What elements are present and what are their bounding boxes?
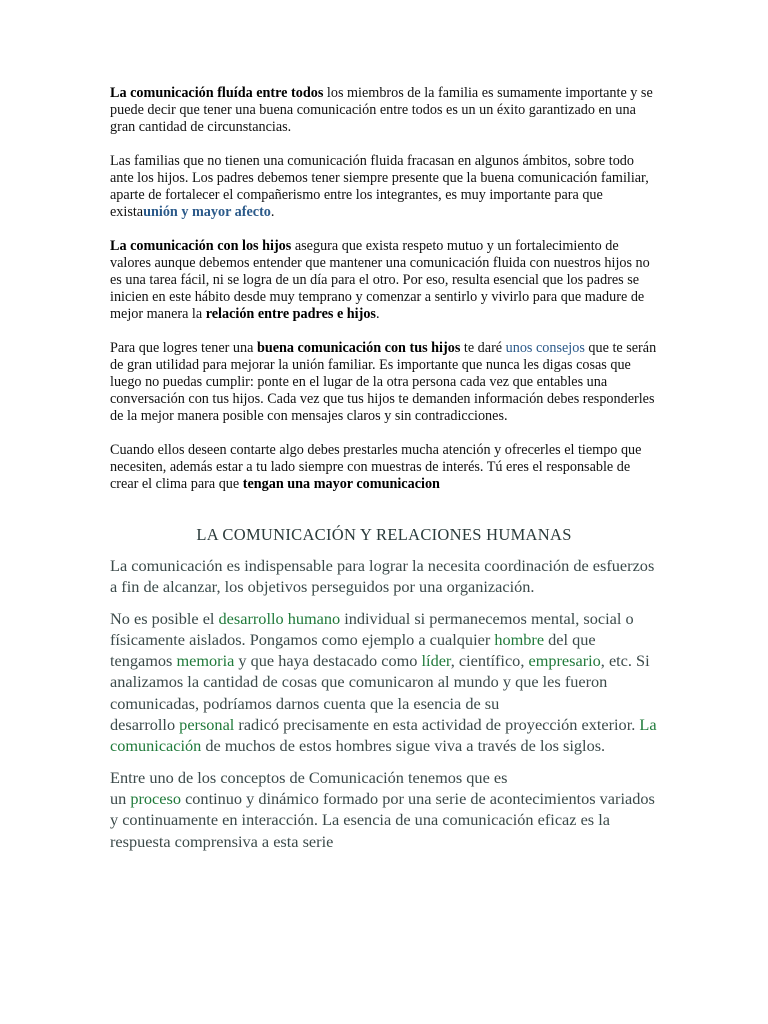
section-heading: LA COMUNICACIÓN Y RELACIONES HUMANAS: [196, 525, 572, 544]
link-la-comunicacion[interactable]: La comunicación: [110, 715, 657, 756]
paragraph-2: Las familias que no tienen una comunicación fluida fracasan en algunos ámbitos, sobre todo ante los hijos. Los padres debemos tener siempre presente que la buena comunicación familiar, aparte de fortalecer el compañerismo entre los integrantes, es muy importante para que existaunión y mayor afecto.: [110, 153, 649, 220]
link-union-afecto[interactable]: unión y mayor afecto: [143, 204, 271, 220]
paragraph-8: Entre uno de los conceptos de Comunicación tenemos que es un proceso continuo y dinámico formado por una serie de acontecimientos variados y continuamente en interacción. La esencia de una comunicación eficaz es la respuesta comprensiva a esta serie: [110, 767, 655, 851]
family-communication-section: [110, 85, 658, 510]
link-unos-consejos[interactable]: unos consejos: [505, 340, 585, 356]
link-proceso[interactable]: proceso: [130, 788, 181, 808]
bold-phrase: tengan una mayor comunicacion: [242, 476, 440, 492]
paragraph-6: La comunicación es indispensable para lograr la necesita coordinación de esfuerzos a fin de alcanzar, los objetivos perseguidos por una organización.: [110, 556, 655, 597]
bold-phrase: buena comunicación con tus hijos: [256, 340, 461, 356]
link-lider[interactable]: líder: [421, 651, 451, 671]
link-hombre[interactable]: hombre: [494, 629, 545, 649]
paragraph-7: No es posible el desarrollo humano individual si permanecemos mental, social o físicamente aislados. Pongamos como ejemplo a cualquier hombre del que tengamos memoria y que haya destacado como líder, científico, empresario, etc. Si analizamos la cantidad de cosas que comunicaron al mundo y que les fueron comunicadas, podríamos darnos cuenta que la esencia de su desarrollo personal radicó precisamente en esta actividad de proyección exterior. La comunicación de muchos de estos hombres sigue viva a través de los siglos.: [110, 608, 657, 756]
paragraph-5: Cuando ellos deseen contarte algo debes prestarles mucha atención y ofrecerles el tiempo que necesiten, además estar a tu lado siempre con muestras de interés. Tú eres el responsable de crear el clima para que tengan una mayor comunicacion: [110, 442, 642, 492]
bold-phrase: La comunicación con los hijos: [110, 238, 292, 254]
link-empresario[interactable]: empresario: [528, 651, 601, 671]
bold-phrase: relación entre padres e hijos: [205, 306, 376, 322]
paragraph-1: La comunicación fluída entre todos los miembros de la familia es sumamente importante y se puede decir que tener una buena comunicación entre todos es un un éxito garantizado en una gran cantidad de circunstancias.: [110, 85, 653, 135]
bold-phrase: La comunicación fluída entre todos: [110, 85, 324, 101]
link-personal[interactable]: personal: [179, 715, 235, 735]
human-relations-section: [110, 555, 658, 862]
link-memoria[interactable]: memoria: [176, 651, 235, 671]
link-desarrollo-humano[interactable]: desarrollo humano: [218, 608, 341, 628]
paragraph-3: La comunicación con los hijos asegura que exista respeto mutuo y un fortalecimiento de valores aunque debemos entender que mantener una comunicación fluida con nuestros hijos no es una tarea fácil, ni se logra de un día para el otro. Por eso, resulta esencial que los padres se inicien en este hábito desde muy temprano y comenzar a sentirlo y vivirlo para que madure de mejor manera la relación entre padres e hijos.: [110, 238, 650, 322]
paragraph-4: Para que logres tener una buena comunicación con tus hijos te daré unos consejos que te serán de gran utilidad para mejorar la unión familiar. Es importante que nunca les digas cosas que luego no puedas cumplir: ponte en el lugar de la otra persona cada vez que entables una conversación con tus hijos. Cada vez que tus hijos te demanden información debes responderles de la mejor manera posible con mensajes claros y sin contradicciones.: [110, 340, 657, 424]
